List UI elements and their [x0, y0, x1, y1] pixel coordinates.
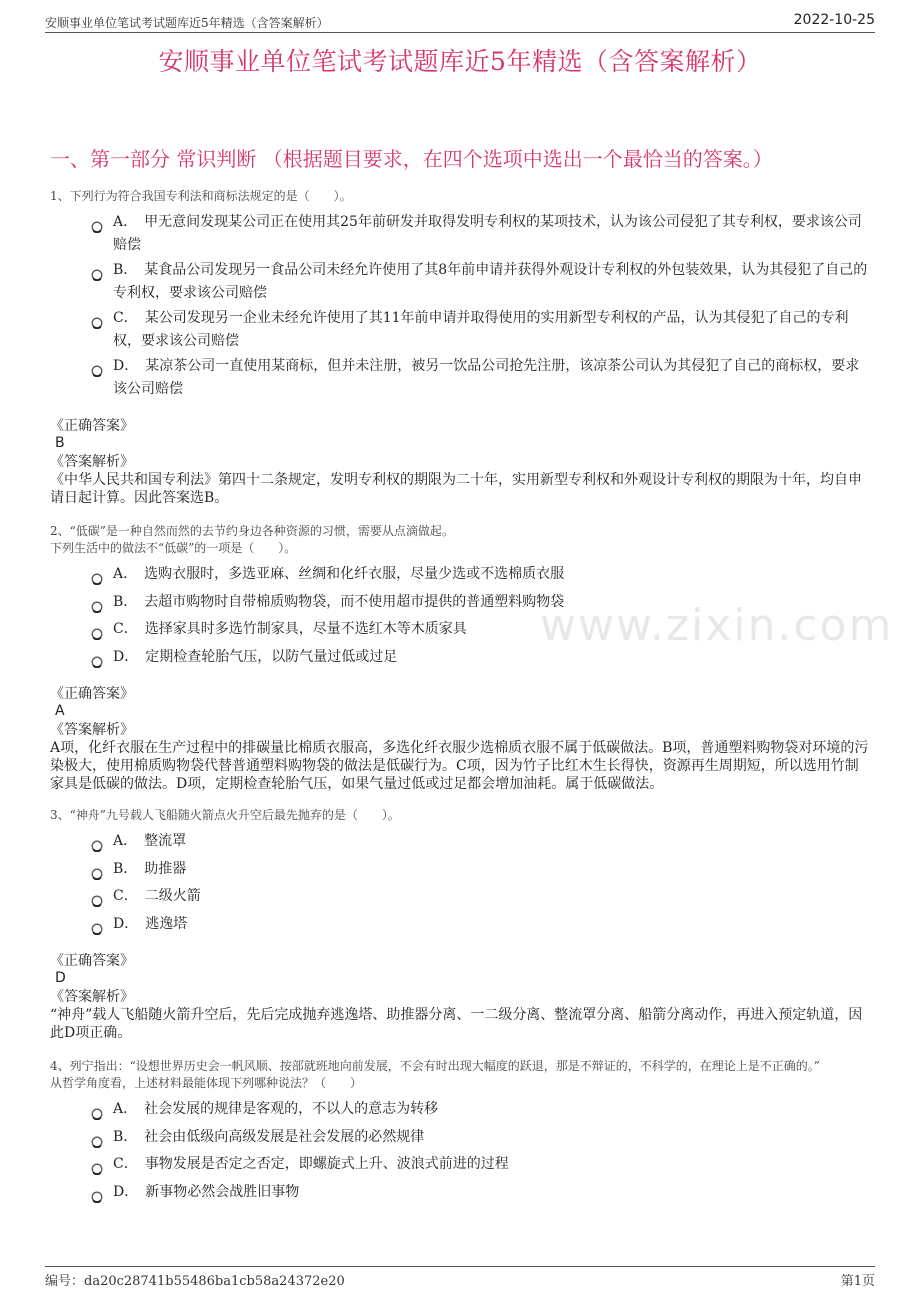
option-body: 助推器: [144, 860, 187, 877]
radio-icon[interactable]: [91, 1105, 103, 1117]
option-letter: D．: [113, 648, 139, 665]
option-text: [113, 1098, 870, 1121]
radio-icon[interactable]: [91, 653, 103, 665]
option-list: [91, 211, 870, 400]
option-text: [113, 1126, 870, 1149]
option-c[interactable]: [91, 618, 870, 641]
option-text: [113, 646, 870, 669]
explanation-heading: 《答案解析》: [50, 989, 134, 1005]
option-letter: A．: [113, 833, 138, 849]
option-body: 社会发展的规律是客观的，不以人的意志为转移: [144, 1101, 439, 1117]
radio-icon[interactable]: [91, 837, 103, 849]
radio-icon[interactable]: [91, 920, 103, 932]
option-body: 甲无意间发现某公司正在使用其25年前研发并取得发明专利权的某项技术，认为该公司侵犯了其专利权，要求该公司赔偿: [113, 214, 862, 253]
option-letter: C．: [113, 310, 138, 326]
option-body: 逃逸塔: [145, 915, 188, 932]
option-b[interactable]: [91, 591, 870, 614]
option-body: 新事物必然会战胜旧事物: [145, 1183, 300, 1200]
explanation-text: A项，化纤衣服在生产过程中的排碳量比棉质衣服高，多选化纤衣服少选棉质衣服不属于低碳做法。B项，普通塑料购物袋对环境的污染极大，使用棉质购物袋代替普通塑料购物袋的做法是低碳行为。C项，因为竹子比红木生长得快，资源再生周期短，所以选用竹制家具是低碳的做法。D项，定期检查轮胎气压，如果气量过低或过足都会增加油耗。属于低碳做法。: [50, 740, 869, 792]
radio-icon[interactable]: [91, 1160, 103, 1172]
question-4: [50, 1058, 870, 1203]
option-letter: C．: [113, 621, 138, 637]
option-a[interactable]: [91, 1098, 870, 1121]
option-body: 选购衣服时，多选亚麻、丝绸和化纤衣服，尽量少选或不选棉质衣服: [144, 566, 565, 582]
option-body: 某凉茶公司一直使用某商标，但并未注册，被另一饮品公司抢先注册，该凉茶公司认为其侵犯了自己的商标权，要求该公司赔偿: [113, 358, 860, 397]
option-list: [91, 1098, 870, 1203]
question-stem: 从哲学角度看，上述材料最能体现下列哪种说法？（ ）: [50, 1076, 363, 1090]
radio-icon[interactable]: [91, 314, 103, 326]
option-text: [113, 885, 870, 908]
option-text: [113, 563, 870, 586]
option-letter: B．: [113, 262, 138, 278]
explanation-heading: 《答案解析》: [50, 722, 134, 738]
explanation-text: “神舟”载人飞船随火箭升空后，先后完成抛弃逃逸塔、助推器分离、一二级分离、整流罩分离、船箭分离动作，再进入预定轨道，因此D项正确。: [50, 1007, 863, 1041]
radio-icon[interactable]: [91, 1188, 103, 1200]
radio-icon[interactable]: [91, 625, 103, 637]
option-text: [113, 618, 870, 641]
option-body: 选择家具时多选竹制家具，尽量不选红木等木质家具: [144, 621, 467, 637]
option-text: [113, 858, 870, 881]
option-body: 某食品公司发现另一食品公司未经允许使用了其8年前申请并获得外观设计专利权的外包装效果，认为其侵犯了自己的专利权，要求该公司赔偿: [113, 262, 868, 301]
option-letter: A．: [113, 1101, 138, 1117]
question-2: [50, 523, 870, 793]
watermark: www.zixin.com: [540, 600, 894, 651]
explanation-heading: 《答案解析》: [50, 454, 134, 470]
option-body: 某公司发现另一企业未经允许使用了其11年前申请并取得使用的实用新型专利权的产品，认为其侵犯了自己的专利权，要求该公司赔偿: [113, 310, 849, 349]
answer-value: B: [55, 435, 65, 451]
question-stem: 2、“低碳”是一种自然而然的去节约身边各种资源的习惯，需要从点滴做起。: [50, 524, 454, 538]
option-letter: C．: [113, 888, 138, 904]
option-body: 定期检查轮胎气压，以防气量过低或过足: [145, 648, 398, 665]
option-letter: B．: [113, 1128, 138, 1145]
option-text: [113, 830, 870, 853]
option-a[interactable]: [91, 211, 870, 256]
option-body: 社会由低级向高级发展是社会发展的必然规律: [144, 1128, 425, 1145]
option-a[interactable]: [91, 830, 870, 853]
option-d[interactable]: [91, 646, 870, 669]
section-heading: 一、第一部分 常识判断 （根据题目要求，在四个选项中选出一个最恰当的答案。）: [50, 147, 773, 171]
option-a[interactable]: [91, 563, 870, 586]
question-stem: 3、“神舟”九号载人飞船随火箭点火升空后最先抛弃的是（ ）。: [50, 808, 400, 822]
radio-icon[interactable]: [91, 218, 103, 230]
option-b[interactable]: [91, 1126, 870, 1149]
answer-value: D: [55, 970, 66, 986]
option-c[interactable]: [91, 1153, 870, 1176]
radio-icon[interactable]: [91, 865, 103, 877]
option-b[interactable]: [91, 259, 870, 304]
radio-icon[interactable]: [91, 266, 103, 278]
radio-icon[interactable]: [91, 570, 103, 582]
option-text: [113, 355, 870, 400]
option-body: 整流罩: [144, 833, 187, 849]
option-body: 二级火箭: [144, 888, 201, 904]
option-text: [113, 259, 870, 304]
option-letter: B．: [113, 593, 138, 610]
question-3: [50, 807, 870, 1042]
answer-heading: 《正确答案》: [50, 686, 134, 702]
radio-icon[interactable]: [91, 892, 103, 904]
option-text: [113, 1153, 870, 1176]
answer-heading: 《正确答案》: [50, 953, 134, 969]
question-list: [50, 188, 870, 1208]
option-list: [91, 563, 870, 668]
option-text: [113, 1181, 870, 1204]
option-d[interactable]: [91, 913, 870, 936]
option-letter: D．: [113, 915, 139, 932]
page-header: [45, 12, 875, 33]
option-list: [91, 830, 870, 935]
option-c[interactable]: [91, 307, 870, 352]
question-stem: 1、下列行为符合我国专利法和商标法规定的是（ ）。: [50, 189, 352, 203]
option-b[interactable]: [91, 858, 870, 881]
question-stem: 下列生活中的做法不“低碳”的一项是（ ）。: [50, 541, 297, 555]
option-d[interactable]: [91, 355, 870, 400]
question-stem: 4、列宁指出：“设想世界历史会一帆风顺、按部就班地向前发展，不会有时出现大幅度的跃退，那是不辩证的，不科学的，在理论上是不正确的。”: [50, 1059, 820, 1073]
explanation-text: 《中华人民共和国专利法》第四十二条规定，发明专利权的期限为二十年，实用新型专利权和外观设计专利权的期限为十年，均自申请日起计算。因此答案选B。: [50, 472, 862, 506]
radio-icon[interactable]: [91, 1133, 103, 1145]
header-date: 2022-10-25: [793, 12, 875, 28]
radio-icon[interactable]: [91, 598, 103, 610]
option-c[interactable]: [91, 885, 870, 908]
question-1: [50, 188, 870, 507]
footer-page-number: 第1页: [840, 1274, 875, 1289]
option-d[interactable]: [91, 1181, 870, 1204]
header-doc-title: 安顺事业单位笔试考试题库近5年精选（含答案解析）: [45, 16, 329, 30]
answer-heading: 《正确答案》: [50, 418, 134, 434]
footer-doc-id: 编号：da20c28741b55486ba1cb58a24372e20: [45, 1274, 345, 1289]
option-text: [113, 211, 870, 256]
option-body: 事物发展是否定之否定，即螺旋式上升、波浪式前进的过程: [144, 1156, 509, 1172]
option-text: [113, 591, 870, 614]
option-letter: A．: [113, 214, 138, 230]
option-text: [113, 307, 870, 352]
option-letter: A．: [113, 566, 138, 582]
option-letter: D．: [113, 1183, 139, 1200]
page-footer: [45, 1266, 875, 1287]
option-body: 去超市购物时自带棉质购物袋，而不使用超市提供的普通塑料购物袋: [144, 593, 565, 610]
document-title: 安顺事业单位笔试考试题库近5年精选（含答案解析）: [158, 47, 762, 76]
option-letter: D．: [113, 358, 139, 374]
option-text: [113, 913, 870, 936]
option-letter: C．: [113, 1156, 138, 1172]
option-letter: B．: [113, 860, 138, 877]
radio-icon[interactable]: [91, 362, 103, 374]
answer-value: A: [55, 703, 65, 719]
